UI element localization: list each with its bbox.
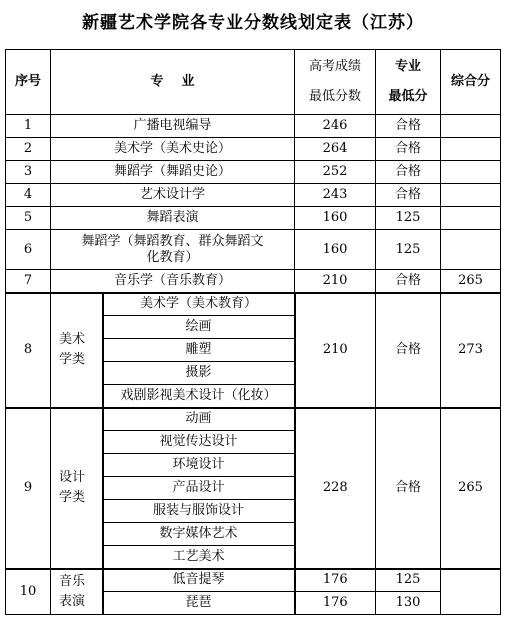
seq-cell: 7 bbox=[6, 270, 51, 293]
prof-cell: 合格 bbox=[376, 408, 441, 569]
table-row bbox=[6, 184, 501, 207]
prof-cell: 125 bbox=[376, 207, 441, 230]
gaokao-cell: 160 bbox=[295, 207, 376, 230]
seq-cell: 4 bbox=[6, 184, 51, 207]
major-cell: 产品设计 bbox=[103, 477, 295, 500]
header-gaokao-line2: 最低分数 bbox=[309, 89, 362, 104]
gaokao-cell: 252 bbox=[295, 161, 376, 184]
gaokao-cell: 246 bbox=[295, 115, 376, 138]
category-cell bbox=[51, 569, 103, 615]
major-cell: 数字媒体艺术 bbox=[103, 523, 295, 546]
composite-cell: 265 bbox=[441, 408, 501, 569]
table-row bbox=[6, 161, 501, 184]
header-prof-line1: 专业 bbox=[395, 59, 422, 74]
composite-cell bbox=[441, 184, 501, 207]
prof-cell: 合格 bbox=[376, 270, 441, 293]
table-row bbox=[6, 115, 501, 138]
major-cell: 低音提琴 bbox=[103, 569, 295, 592]
composite-cell bbox=[441, 138, 501, 161]
prof-cell: 合格 bbox=[376, 115, 441, 138]
header-gaokao bbox=[295, 50, 376, 115]
gaokao-cell: 210 bbox=[295, 270, 376, 293]
table-row bbox=[6, 569, 501, 592]
table-row bbox=[6, 293, 501, 316]
header-composite: 综合分 bbox=[441, 50, 501, 115]
prof-cell: 125 bbox=[376, 230, 441, 270]
category-cell bbox=[51, 293, 103, 408]
category-label: 美术学类 bbox=[59, 332, 86, 367]
category-cell bbox=[51, 408, 103, 569]
composite-cell: 273 bbox=[441, 293, 501, 408]
major-cell: 舞蹈学（舞蹈史论） bbox=[51, 161, 295, 184]
header-major: 专 业 bbox=[51, 50, 295, 115]
seq-cell: 3 bbox=[6, 161, 51, 184]
seq-cell: 9 bbox=[6, 408, 51, 569]
seq-cell: 8 bbox=[6, 293, 51, 408]
composite-cell: 265 bbox=[441, 270, 501, 293]
major-cell: 环境设计 bbox=[103, 454, 295, 477]
major-cell: 美术学（美术史论） bbox=[51, 138, 295, 161]
composite-cell bbox=[441, 161, 501, 184]
header-gaokao-line1: 高考成绩 bbox=[309, 59, 362, 74]
seq-cell: 2 bbox=[6, 138, 51, 161]
composite-cell bbox=[441, 115, 501, 138]
gaokao-cell: 210 bbox=[295, 293, 376, 408]
seq-cell: 6 bbox=[6, 230, 51, 270]
major-cell: 舞蹈表演 bbox=[51, 207, 295, 230]
major-cell: 音乐学（音乐教育） bbox=[51, 270, 295, 293]
table-row bbox=[6, 230, 501, 270]
major-cell: 戏剧影视美术设计（化妆） bbox=[103, 385, 295, 408]
major-cell: 视觉传达设计 bbox=[103, 431, 295, 454]
composite-cell bbox=[441, 207, 501, 230]
table-row bbox=[6, 270, 501, 293]
composite-cell bbox=[441, 230, 501, 270]
major-cell: 服装与服饰设计 bbox=[103, 500, 295, 523]
header-row bbox=[6, 50, 501, 115]
table-row bbox=[6, 138, 501, 161]
major-cell: 艺术设计学 bbox=[51, 184, 295, 207]
gaokao-cell: 243 bbox=[295, 184, 376, 207]
seq-cell: 1 bbox=[6, 115, 51, 138]
gaokao-cell: 176 bbox=[295, 569, 376, 592]
prof-cell: 125 bbox=[376, 569, 441, 592]
major-cell: 动画 bbox=[103, 408, 295, 431]
major-cell: 工艺美术 bbox=[103, 546, 295, 569]
score-table bbox=[5, 49, 501, 615]
prof-cell: 130 bbox=[376, 592, 441, 615]
major-cell: 琵琶 bbox=[103, 592, 295, 615]
header-seq: 序号 bbox=[6, 50, 51, 115]
gaokao-cell: 228 bbox=[295, 408, 376, 569]
major-cell: 舞蹈学（舞蹈教育、群众舞蹈文化教育） bbox=[51, 230, 295, 270]
gaokao-cell: 160 bbox=[295, 230, 376, 270]
category-label: 音乐表演 bbox=[59, 573, 86, 609]
seq-cell: 10 bbox=[6, 569, 51, 615]
header-prof bbox=[376, 50, 441, 115]
prof-cell: 合格 bbox=[376, 138, 441, 161]
major-cell: 雕塑 bbox=[103, 339, 295, 362]
composite-cell bbox=[441, 569, 501, 615]
page-title: 新疆艺术学院各专业分数线划定表（江苏） bbox=[82, 13, 424, 33]
table-row bbox=[6, 207, 501, 230]
prof-cell: 合格 bbox=[376, 161, 441, 184]
major-cell: 绘画 bbox=[103, 316, 295, 339]
table-row bbox=[6, 408, 501, 431]
category-label: 设计学类 bbox=[59, 470, 86, 505]
prof-cell: 合格 bbox=[376, 184, 441, 207]
header-prof-line2: 最低分 bbox=[388, 89, 428, 104]
prof-cell: 合格 bbox=[376, 293, 441, 408]
major-cell: 广播电视编导 bbox=[51, 115, 295, 138]
gaokao-cell: 176 bbox=[295, 592, 376, 615]
gaokao-cell: 264 bbox=[295, 138, 376, 161]
seq-cell: 5 bbox=[6, 207, 51, 230]
major-cell: 美术学（美术教育） bbox=[103, 293, 295, 316]
major-cell: 摄影 bbox=[103, 362, 295, 385]
